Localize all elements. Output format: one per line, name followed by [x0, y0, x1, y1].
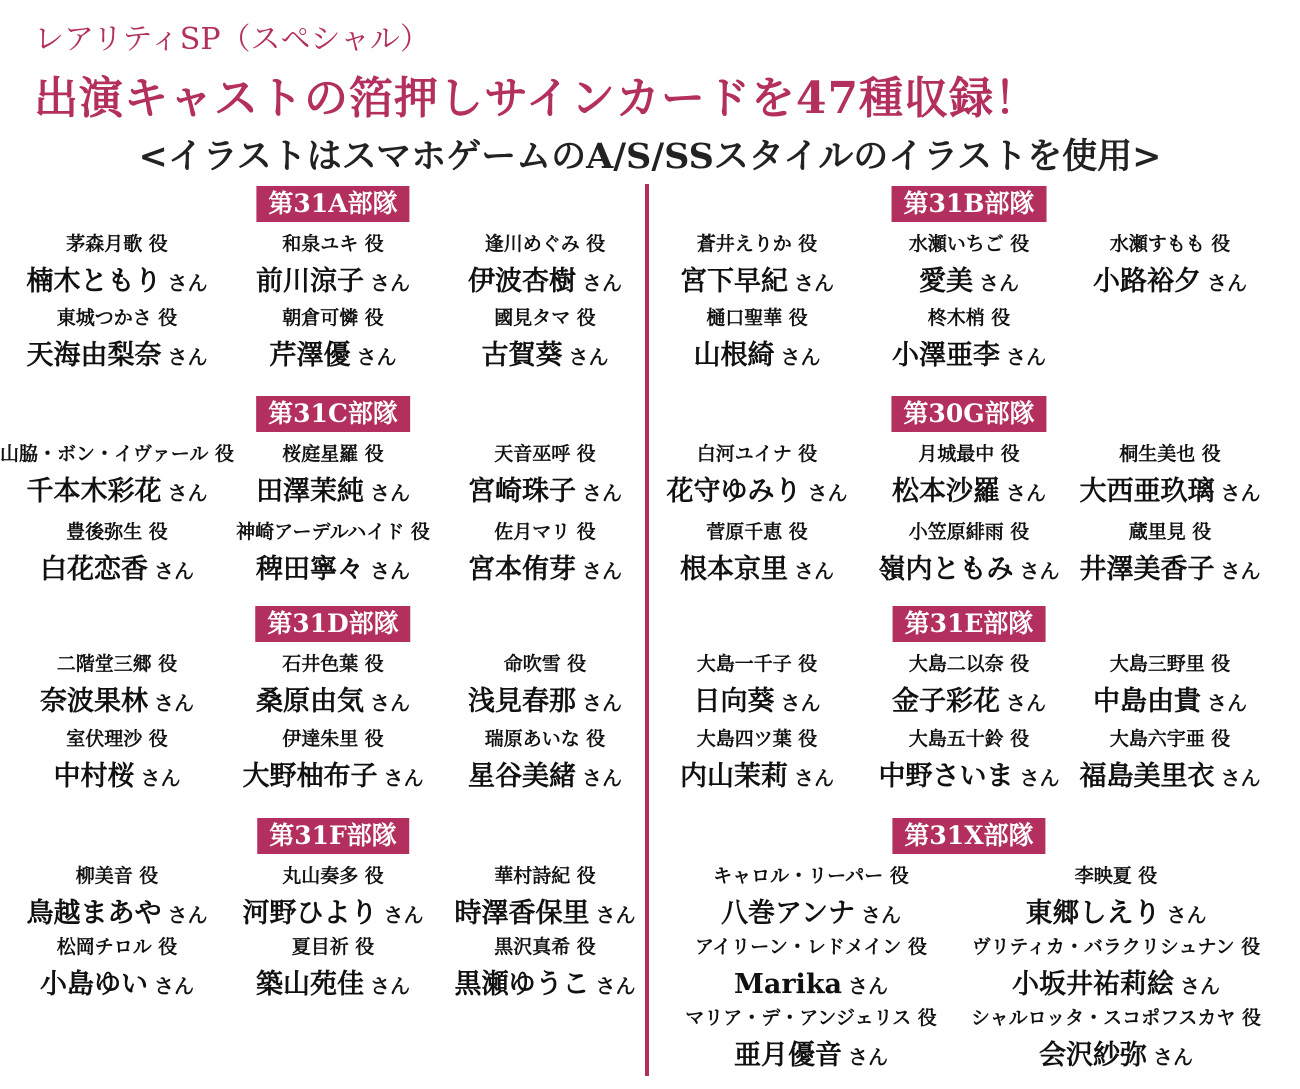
character-role: 樋口聖華 役: [706, 307, 808, 329]
character-role: 大島二以奈 役: [908, 653, 1030, 675]
unit-label: 第31E部隊: [893, 606, 1046, 642]
honorific: さん: [167, 345, 208, 369]
cast-entry: [1080, 727, 1261, 795]
voice-actor: [1026, 896, 1207, 932]
unit-label: 第31F部隊: [257, 818, 409, 854]
honorific: さん: [780, 345, 821, 369]
honorific: さん: [167, 481, 208, 505]
honorific: さん: [356, 345, 397, 369]
character-role: 蔵里見 役: [1128, 521, 1212, 543]
honorific: さん: [582, 691, 622, 715]
cast-entry: [971, 1006, 1261, 1074]
voice-actor-name: 星谷美緒: [468, 761, 576, 792]
voice-actor-name: 築山苑佳: [256, 969, 364, 1000]
cast-entry: [482, 306, 609, 374]
honorific: さん: [595, 903, 636, 927]
cast-entry: [468, 727, 622, 795]
cast-entry: [1093, 652, 1247, 720]
character-role: 柳美音 役: [75, 865, 159, 887]
voice-actor-name: 内山茉莉: [680, 761, 788, 792]
voice-actor: [971, 1038, 1261, 1074]
voice-actor-name: 伊波杏樹: [468, 266, 576, 297]
cast-entry: [694, 652, 821, 720]
voice-actor: [694, 338, 821, 374]
voice-actor: [455, 896, 636, 932]
voice-actor-name: 八巻アンナ: [721, 898, 855, 929]
voice-actor-name: 松本沙羅: [892, 476, 1000, 507]
voice-actor: [270, 338, 397, 374]
honorific: さん: [582, 766, 622, 790]
voice-actor-name: 亜月優音: [734, 1040, 842, 1071]
voice-actor: [892, 338, 1046, 374]
voice-actor-name: 鳥越まあや: [26, 898, 162, 929]
voice-actor-name: 宮崎珠子: [468, 476, 576, 507]
voice-actor-name: 芹澤優: [269, 340, 351, 371]
voice-actor-name: 大西亜玖璃: [1079, 476, 1215, 507]
honorific: さん: [1179, 974, 1220, 998]
honorific: さん: [582, 481, 622, 505]
voice-actor-name: Marika: [733, 969, 843, 1000]
honorific: さん: [1152, 1045, 1193, 1069]
voice-actor: [680, 759, 834, 795]
unit-label: 第31C部隊: [256, 396, 410, 432]
unit-label: 第31B部隊: [892, 186, 1047, 222]
honorific: さん: [1220, 766, 1261, 790]
cast-entry: [1080, 520, 1261, 588]
voice-actor: [243, 759, 424, 795]
cast-entry: [40, 652, 194, 720]
honorific: さん: [370, 481, 410, 505]
voice-actor: [468, 759, 622, 795]
honorific: さん: [794, 766, 834, 790]
voice-actor: [27, 896, 208, 932]
honorific: さん: [370, 974, 410, 998]
voice-actor: [713, 896, 909, 932]
voice-actor: [468, 684, 622, 720]
character-role: キャロル・リーパー 役: [713, 865, 909, 887]
cast-entry: [27, 232, 208, 300]
cast-entry: [1026, 864, 1207, 932]
cast-entry: [972, 935, 1260, 1003]
cast-entry: [468, 232, 622, 300]
voice-actor-name: 中村桜: [53, 761, 135, 792]
character-role: 柊木梢 役: [927, 307, 1011, 329]
honorific: さん: [370, 271, 410, 295]
voice-actor: [1080, 474, 1261, 510]
honorific: さん: [582, 559, 622, 583]
cast-entry: [256, 652, 410, 720]
column-divider: [645, 184, 649, 1076]
character-role: 大島四ツ葉 役: [696, 728, 818, 750]
character-role: 東城つかさ 役: [56, 307, 178, 329]
voice-actor-name: 小島ゆい: [40, 969, 148, 1000]
cast-entry: [685, 1006, 937, 1074]
cast-entry: [680, 232, 834, 300]
cast-entry: [892, 306, 1046, 374]
voice-actor: [236, 552, 430, 588]
voice-actor: [892, 684, 1046, 720]
voice-actor: [685, 1038, 937, 1074]
character-role: 桐生美也 役: [1119, 443, 1221, 465]
cast-entry: [468, 652, 622, 720]
voice-actor: [256, 474, 410, 510]
honorific: さん: [1207, 271, 1247, 295]
voice-actor: [243, 896, 424, 932]
character-role: 天音巫呼 役: [494, 443, 596, 465]
character-role: 山脇・ボン・イヴァール 役: [0, 443, 235, 465]
character-role: 松岡チロル 役: [56, 936, 178, 958]
cast-entry: [1080, 442, 1261, 510]
voice-actor-name: 山根綺: [693, 340, 775, 371]
voice-actor-name: 宮本侑芽: [468, 554, 576, 585]
illustration-note: <イラストはスマホゲームのA/S/SSスタイルのイラストを使用>: [138, 136, 1162, 177]
cast-entry: [40, 935, 194, 1003]
cast-entry: [695, 935, 927, 1003]
voice-actor-name: 桑原由気: [256, 686, 364, 717]
voice-actor-name: 宮下早紀: [680, 266, 788, 297]
honorific: さん: [369, 559, 410, 583]
cast-entry: [909, 232, 1030, 300]
cast-entry: [680, 727, 834, 795]
main-headline: 出演キャストの箔押しサインカードを47種収録！: [34, 73, 1040, 124]
character-role: 佐月マリ 役: [494, 521, 596, 543]
voice-actor-name: 白花恋香: [40, 554, 148, 585]
character-role: 小笠原緋雨 役: [908, 521, 1030, 543]
honorific: さん: [154, 691, 194, 715]
character-role: 桜庭星羅 役: [282, 443, 384, 465]
cast-entry: [54, 727, 181, 795]
unit-label: 第30G部隊: [891, 396, 1046, 432]
voice-actor-name: 楠木ともり: [26, 266, 162, 297]
character-role: ヴリティカ・バラクリシュナン 役: [971, 936, 1261, 958]
cast-entry: [667, 442, 848, 510]
voice-actor-name: 金子彩花: [892, 686, 1000, 717]
voice-actor-name: 浅見春那: [468, 686, 576, 717]
voice-actor: [892, 474, 1046, 510]
cast-entry: [270, 306, 397, 374]
honorific: さん: [1019, 766, 1060, 790]
voice-actor: [1080, 552, 1261, 588]
character-role: 豊後弥生 役: [66, 521, 168, 543]
character-role: アイリーン・レドメイン 役: [695, 936, 927, 958]
voice-actor-name: 大野柚布子: [242, 761, 378, 792]
cast-entry: [256, 232, 410, 300]
honorific: さん: [794, 559, 834, 583]
cast-entry: [713, 864, 909, 932]
character-role: 蒼井えりか 役: [696, 233, 818, 255]
honorific: さん: [780, 691, 821, 715]
voice-actor: [27, 338, 208, 374]
voice-actor-name: 河野ひより: [242, 898, 378, 929]
honorific: さん: [383, 766, 424, 790]
honorific: さん: [979, 271, 1019, 295]
honorific: さん: [1019, 559, 1060, 583]
voice-actor-name: 黒瀬ゆうこ: [454, 969, 590, 1000]
voice-actor-name: 小坂井祐莉絵: [1011, 969, 1174, 1000]
voice-actor: [0, 474, 234, 510]
character-role: 李映夏 役: [1074, 865, 1158, 887]
character-role: 茅森月歌 役: [66, 233, 168, 255]
rarity-heading: レアリティSP（スペシャル）: [34, 22, 430, 57]
character-role: 大島一千子 役: [696, 653, 818, 675]
voice-actor-name: 福島美里衣: [1079, 761, 1215, 792]
voice-actor: [1093, 264, 1247, 300]
voice-actor: [695, 967, 927, 1003]
character-role: 朝倉可憐 役: [282, 307, 384, 329]
honorific: さん: [1006, 691, 1046, 715]
character-role: 月城最中 役: [918, 443, 1020, 465]
honorific: さん: [848, 974, 889, 998]
voice-actor: [468, 552, 622, 588]
character-role: 國見タマ 役: [494, 307, 596, 329]
voice-actor-name: 千本木彩花: [26, 476, 162, 507]
voice-actor: [27, 264, 208, 300]
character-role: 神崎アーデルハイド 役: [236, 521, 430, 543]
cast-entry: [468, 520, 622, 588]
honorific: さん: [1166, 903, 1207, 927]
voice-actor: [694, 684, 821, 720]
character-role: 華村詩紀 役: [494, 865, 596, 887]
voice-actor: [256, 684, 410, 720]
honorific: さん: [860, 903, 901, 927]
voice-actor-name: 小路裕夕: [1093, 266, 1201, 297]
honorific: さん: [582, 271, 622, 295]
character-role: マリア・デ・アンジェリス 役: [685, 1007, 937, 1029]
character-role: 黒沢真希 役: [494, 936, 596, 958]
voice-actor: [680, 264, 834, 300]
voice-actor-name: 中野さいま: [878, 761, 1014, 792]
cast-entry: [1093, 232, 1247, 300]
character-role: シャルロッタ・スコポフスカヤ 役: [970, 1007, 1262, 1029]
cast-entry: [0, 442, 234, 510]
character-role: 命吹雪 役: [503, 653, 587, 675]
voice-actor: [1080, 759, 1261, 795]
voice-actor: [40, 967, 194, 1003]
cast-entry: [243, 727, 424, 795]
cast-entry: [892, 442, 1046, 510]
honorific: さん: [383, 903, 424, 927]
cast-entry: [256, 935, 410, 1003]
voice-actor-name: 東郷しえり: [1025, 898, 1161, 929]
cast-entry: [27, 306, 208, 374]
voice-actor: [879, 759, 1060, 795]
voice-actor: [879, 552, 1060, 588]
character-role: 丸山奏多 役: [282, 865, 384, 887]
voice-actor: [468, 264, 622, 300]
voice-actor-name: 古賀葵: [481, 340, 563, 371]
honorific: さん: [794, 271, 834, 295]
honorific: さん: [807, 481, 848, 505]
voice-actor-name: 根本京里: [680, 554, 788, 585]
voice-actor: [455, 967, 636, 1003]
cast-entry: [236, 520, 430, 588]
voice-actor: [972, 967, 1260, 1003]
voice-actor: [256, 967, 410, 1003]
honorific: さん: [1220, 481, 1261, 505]
cast-entry: [256, 442, 410, 510]
character-role: 夏目祈 役: [291, 936, 375, 958]
unit-label: 第31A部隊: [256, 186, 409, 222]
character-role: 菅原千恵 役: [706, 521, 808, 543]
voice-actor: [1093, 684, 1247, 720]
voice-actor-name: 花守ゆみり: [666, 476, 802, 507]
voice-actor-name: 井澤美香子: [1079, 554, 1215, 585]
voice-actor: [40, 684, 194, 720]
honorific: さん: [167, 271, 208, 295]
honorific: さん: [370, 691, 410, 715]
unit-label: 第31X部隊: [892, 818, 1045, 854]
cast-entry: [468, 442, 622, 510]
voice-actor-name: 稗田寧々: [255, 554, 364, 585]
character-role: 水瀬すもも 役: [1109, 233, 1231, 255]
character-role: 逢川めぐみ 役: [484, 233, 606, 255]
honorific: さん: [1207, 691, 1247, 715]
honorific: さん: [1006, 345, 1046, 369]
voice-actor: [54, 759, 181, 795]
voice-actor: [40, 552, 194, 588]
character-role: 大島五十鈴 役: [908, 728, 1030, 750]
honorific: さん: [568, 345, 609, 369]
character-role: 室伏理沙 役: [66, 728, 168, 750]
voice-actor-name: 天海由梨奈: [26, 340, 162, 371]
character-role: 大島六宇亜 役: [1109, 728, 1231, 750]
cast-entry: [879, 727, 1060, 795]
honorific: さん: [1220, 559, 1261, 583]
honorific: さん: [848, 1045, 888, 1069]
character-role: 伊達朱里 役: [282, 728, 384, 750]
voice-actor-name: 中島由貴: [1093, 686, 1201, 717]
voice-actor: [667, 474, 848, 510]
voice-actor-name: 前川涼子: [256, 266, 364, 297]
honorific: さん: [154, 559, 194, 583]
voice-actor-name: 会沢紗弥: [1038, 1040, 1147, 1071]
voice-actor-name: 田澤茉純: [256, 476, 364, 507]
voice-actor-name: 愛美: [919, 266, 973, 297]
honorific: さん: [1006, 481, 1046, 505]
honorific: さん: [140, 766, 181, 790]
honorific: さん: [167, 903, 208, 927]
character-role: 大島三野里 役: [1109, 653, 1231, 675]
cast-entry: [892, 652, 1046, 720]
voice-actor: [256, 264, 410, 300]
cast-entry: [40, 520, 194, 588]
voice-actor-name: 奈波果林: [40, 686, 148, 717]
honorific: さん: [595, 974, 636, 998]
character-role: 和泉ユキ 役: [282, 233, 384, 255]
voice-actor-name: 日向葵: [693, 686, 775, 717]
character-role: 瑞原あいな 役: [484, 728, 606, 750]
voice-actor: [909, 264, 1030, 300]
honorific: さん: [154, 974, 194, 998]
voice-actor-name: 小澤亜李: [892, 340, 1000, 371]
character-role: 石井色葉 役: [282, 653, 384, 675]
voice-actor-name: 時澤香保里: [454, 898, 590, 929]
voice-actor: [680, 552, 834, 588]
character-role: 二階堂三郷 役: [56, 653, 178, 675]
cast-entry: [27, 864, 208, 932]
voice-actor: [468, 474, 622, 510]
cast-entry: [455, 935, 636, 1003]
unit-label: 第31D部隊: [255, 606, 410, 642]
cast-entry: [680, 520, 834, 588]
voice-actor-name: 嶺内ともみ: [878, 554, 1014, 585]
cast-entry: [879, 520, 1060, 588]
voice-actor: [482, 338, 609, 374]
cast-entry: [243, 864, 424, 932]
character-role: 水瀬いちご 役: [908, 233, 1030, 255]
character-role: 白河ユイナ 役: [696, 443, 818, 465]
cast-entry: [694, 306, 821, 374]
cast-entry: [455, 864, 636, 932]
